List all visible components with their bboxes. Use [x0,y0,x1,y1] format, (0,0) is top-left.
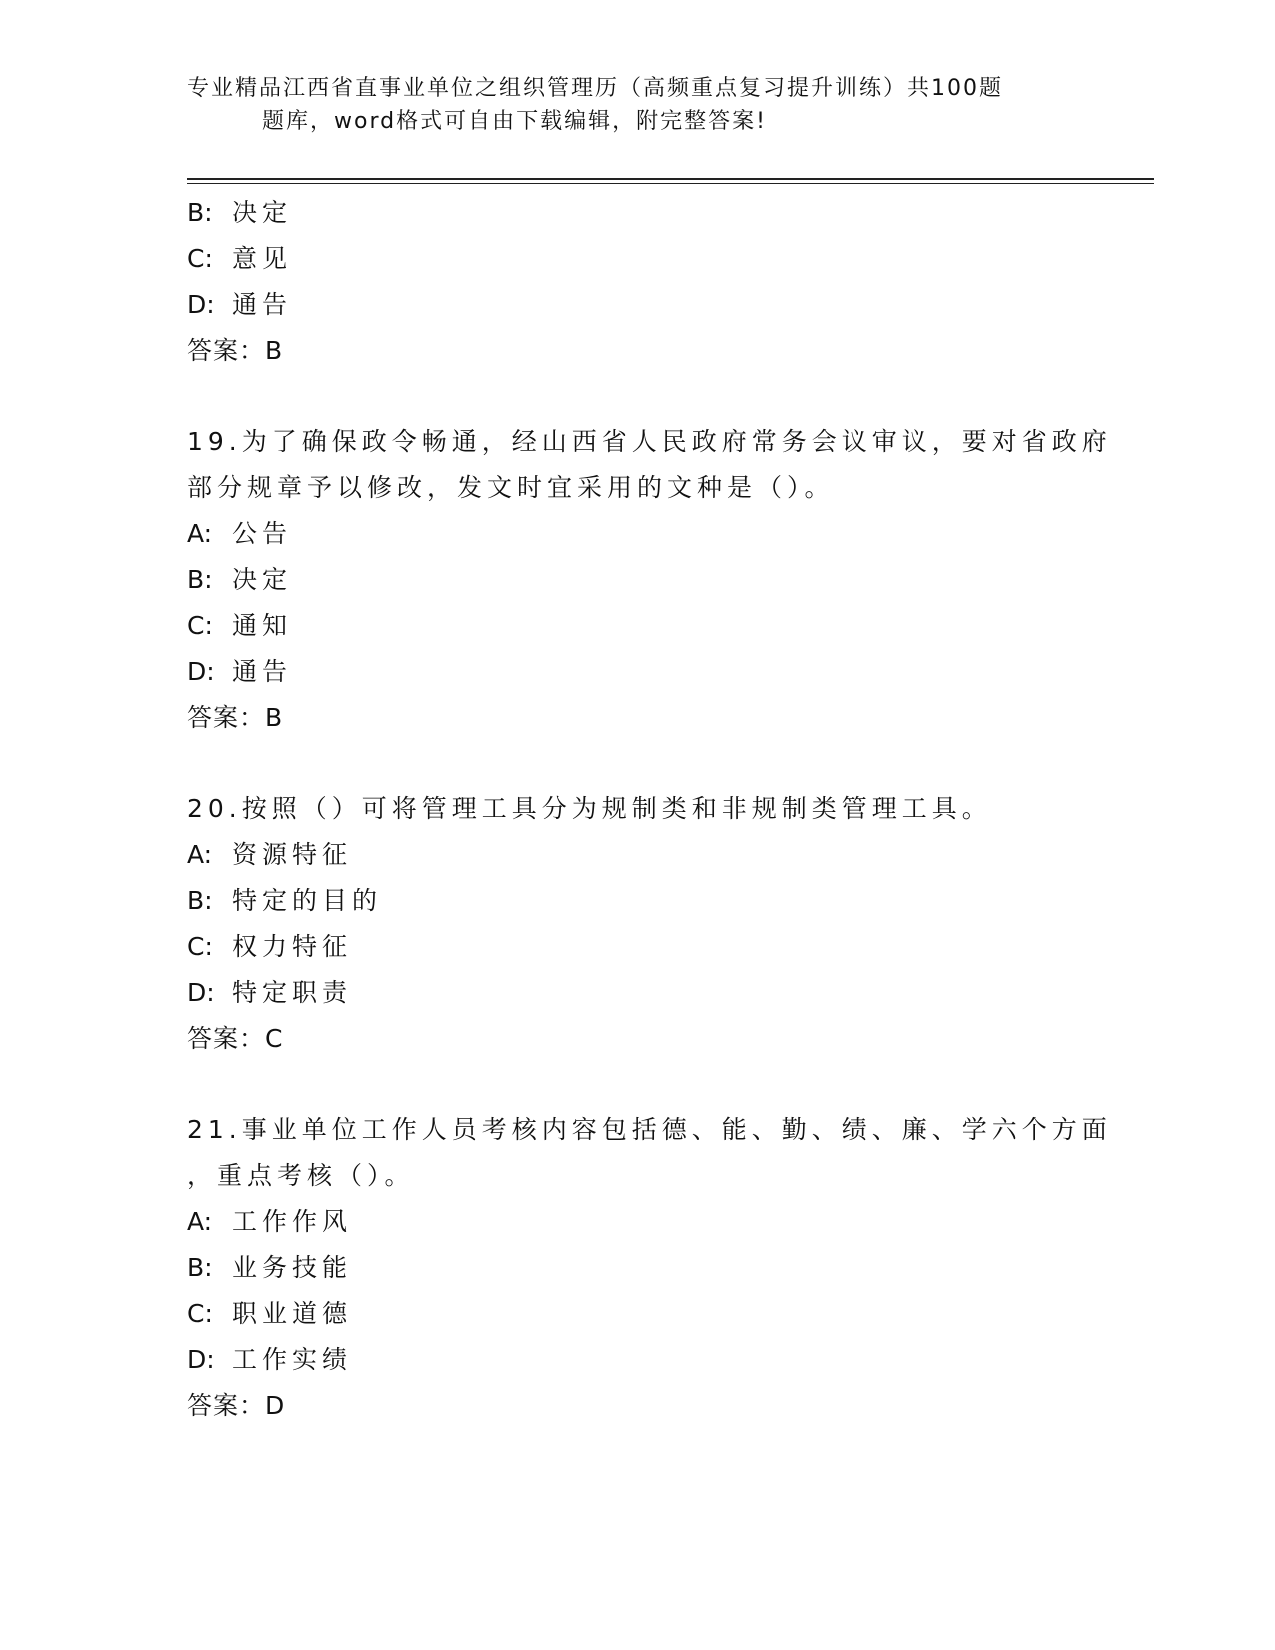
option-key: D: [187,1345,215,1374]
option-text: 意见 [232,244,293,273]
option-text: 公告 [232,519,293,548]
question-stem-line1: 20.按照（）可将管理工具分为规制类和非规制类管理工具。 [187,794,992,823]
option-b [187,557,1087,603]
header-title-line1: 专业精品江西省直事业单位之组织管理历（高频重点复习提升训练）共100题 [187,76,1003,101]
option-key: B: [187,1253,213,1282]
option-key: C: [187,932,213,961]
option-key: A: [187,840,213,869]
option-d [187,649,1087,695]
option-c [187,236,1087,282]
option-key: B: [187,886,213,915]
header-divider-thick [187,178,1154,180]
answer-line [187,328,1087,374]
answer-value: B [265,336,284,365]
option-key: D: [187,978,215,1007]
option-c [187,1291,1087,1337]
option-a [187,511,1087,557]
answer-line [187,1383,1087,1429]
question-stem-line2: ，重点考核（）。 [187,1161,415,1190]
option-text: 工作实绩 [232,1345,353,1374]
option-key: B: [187,198,213,227]
answer-line [187,1016,1087,1062]
option-d [187,970,1087,1016]
answer-value: B [265,703,284,732]
option-text: 通告 [232,290,293,319]
option-key: B: [187,565,213,594]
option-c [187,924,1087,970]
option-text: 资源特征 [232,840,353,869]
option-key: C: [187,1299,213,1328]
option-a [187,832,1087,878]
option-d [187,1337,1087,1383]
answer-label: 答案： [187,703,266,732]
option-b [187,190,1087,236]
option-text: 通告 [232,657,293,686]
question-block-21 [187,1107,1112,1429]
question-stem-line1: 21.事业单位工作人员考核内容包括德、能、勤、绩、廉、学六个方面 [187,1115,1112,1144]
header-divider-thin [187,183,1154,184]
option-text: 特定的目的 [232,886,383,915]
document-header [187,72,1047,138]
question-stem-line1: 19.为了确保政令畅通，经山西省人民政府常务会议审议，要对省政府 [187,427,1112,456]
option-b [187,1245,1087,1291]
answer-value: D [265,1391,286,1420]
option-d [187,282,1087,328]
option-key: C: [187,244,213,273]
option-b [187,878,1087,924]
answer-line [187,695,1087,741]
option-text: 工作作风 [232,1207,353,1236]
header-title-line2: 题库，word格式可自由下载编辑，附完整答案! [262,109,767,134]
question-list [187,190,1112,1429]
option-text: 职业道德 [232,1299,353,1328]
answer-label: 答案： [187,336,266,365]
option-key: A: [187,1207,213,1236]
question-block-prev [187,190,1087,374]
option-text: 特定职责 [232,978,353,1007]
question-block-20 [187,786,1087,1062]
option-key: D: [187,290,215,319]
option-text: 业务技能 [232,1253,353,1282]
question-stem-line2: 部分规章予以修改，发文时宜采用的文种是（）。 [187,473,835,502]
option-key: A: [187,519,213,548]
option-text: 决定 [232,565,293,594]
option-c [187,603,1087,649]
option-text: 权力特征 [232,932,353,961]
option-a [187,1199,1087,1245]
answer-label: 答案： [187,1391,266,1420]
option-key: D: [187,657,215,686]
option-text: 决定 [232,198,293,227]
answer-label: 答案： [187,1024,266,1053]
answer-value: C [265,1024,284,1053]
option-text: 通知 [232,611,293,640]
option-key: C: [187,611,213,640]
question-block-19 [187,419,1112,741]
